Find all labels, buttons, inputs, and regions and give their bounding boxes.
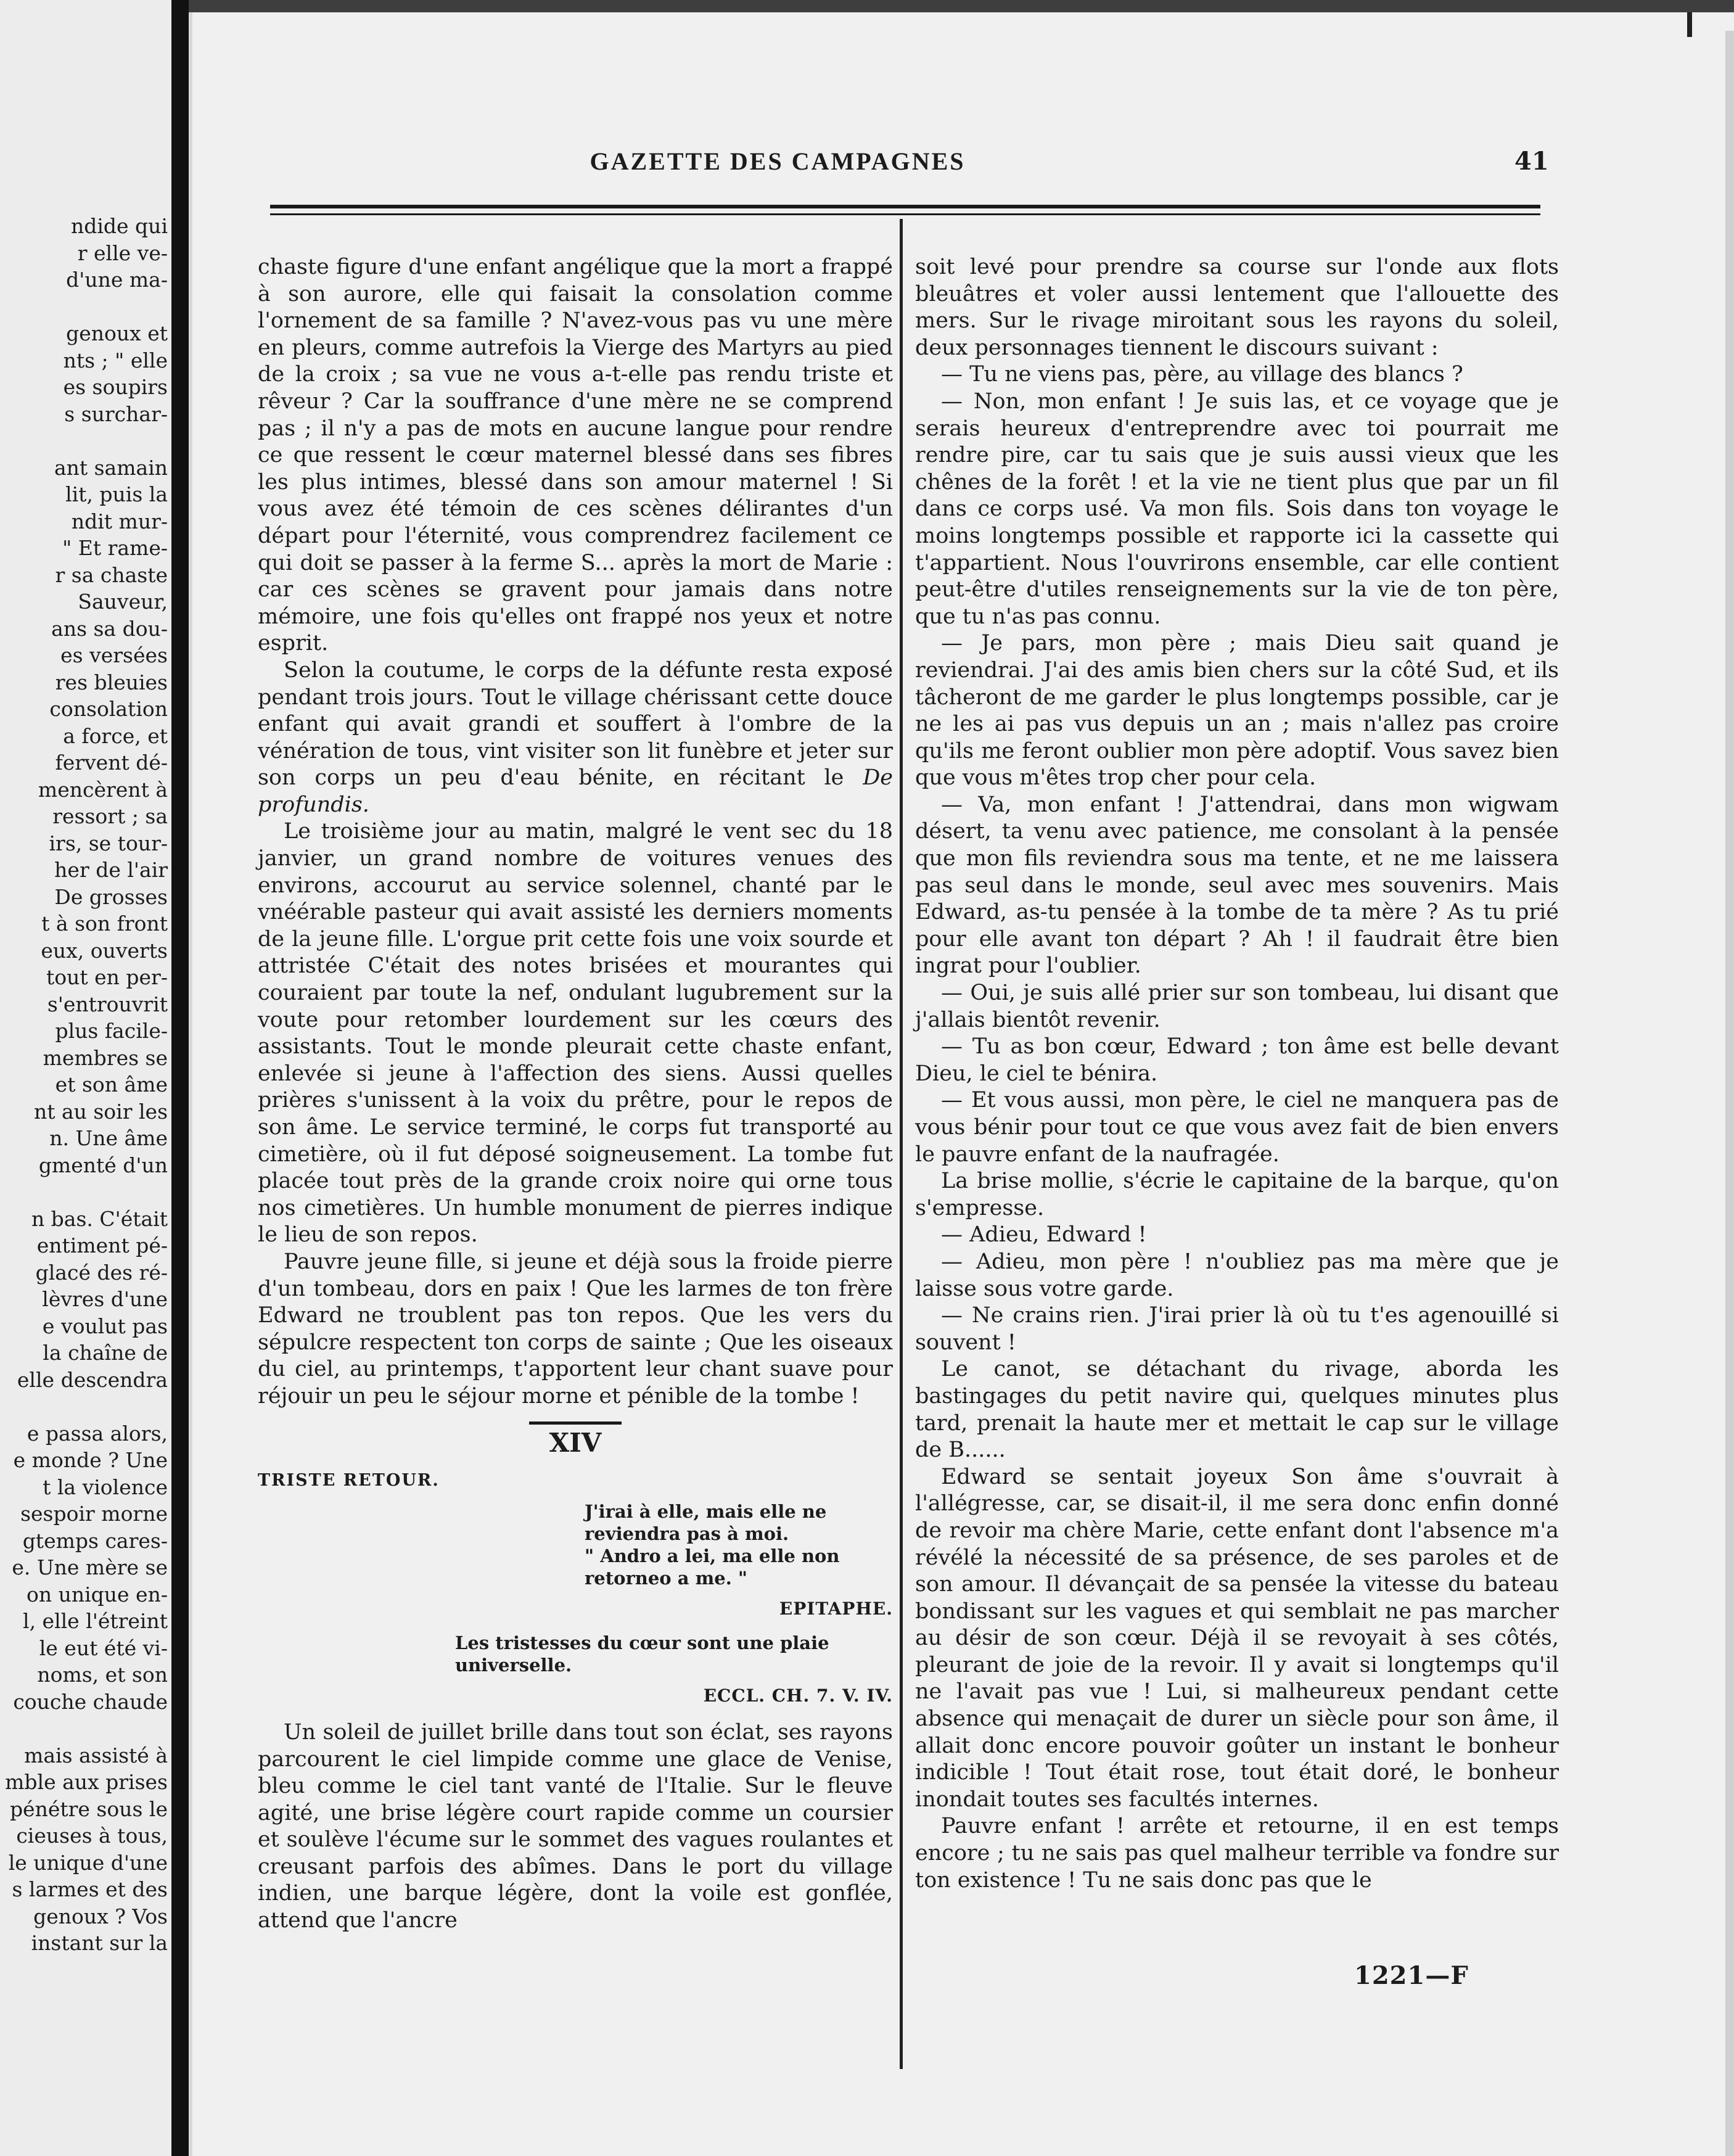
- page-number: 41: [1514, 147, 1549, 176]
- adjacent-page-line: eux, ouverts: [41, 938, 168, 963]
- paragraph: Pauvre jeune fille, si jeune et déjà sous la froide pierre d'un tombeau, dors en paix ! Que les larmes de ton frère Edward ne troublent pas ton repos. Que les vers du sépulcre respectent ton corps de sainte ; Que les oiseaux du ciel, au printemps, t'apportent leur chant suave pour réjouir un peu le séjour morne et pénible de la tombe !: [258, 1249, 893, 1409]
- epigraph-2: Les tristesses du cœur sont une plaie universelle.: [455, 1632, 829, 1676]
- adjacent-page-line: s'entrouvrit: [47, 992, 168, 1016]
- adjacent-page-line: on unique en-: [26, 1582, 168, 1607]
- adjacent-page-line: a force, et: [63, 723, 168, 748]
- paragraph: — Tu ne viens pas, père, au village des blancs ?: [941, 362, 1463, 387]
- epigraph-1-line-2: " Andro a lei, ma elle non retorneo a me. ": [585, 1545, 840, 1589]
- adjacent-page-line: [0, 427, 171, 455]
- left-column: [258, 254, 893, 1935]
- header-rule-thin: [270, 213, 1540, 215]
- adjacent-page-line: mencèrent à: [38, 777, 168, 802]
- adjacent-page-line: mais assisté à: [24, 1743, 168, 1767]
- adjacent-page-line: [0, 1179, 171, 1206]
- adjacent-page-line: ant samain: [54, 455, 168, 480]
- adjacent-page-line: et son âme: [55, 1072, 168, 1097]
- adjacent-page-line: s surchar-: [64, 401, 168, 426]
- adjacent-page-line: fervent dé-: [55, 751, 168, 775]
- adjacent-page-line: nt au soir les: [33, 1099, 168, 1124]
- paragraph: Un soleil de juillet brille dans tout son éclat, ses rayons parcourent le ciel limpide comme une glace de Venise, bleu comme le ciel tant vanté de l'Italie. Sur le fleuve agité, une brise légère court rapide comme un coursier et soulève l'écume sur le sommet des vagues roulantes et creusant parfois des abîmes. Dans le port du village indien, une barque légère, dont la voile est gonflée, attend que l'ancre: [258, 1719, 893, 1933]
- paragraph: — Adieu, mon père ! n'oubliez pas ma mère que je laisse sous votre garde.: [915, 1249, 1559, 1301]
- paragraph: Edward se sentait joyeux Son âme s'ouvrait à l'allégresse, car, se disait-il, il me sera donc enfin donné de revoir ma chère Marie, cette enfant dont l'absence m'a révélé la nécessité de sa présence, de ses paroles et de son amour. Il dévançait de sa pensée la vitesse du bateau bondissant sur les vagues et qui semblait ne pas marcher au désir de son cœur. Déjà il se revoyait à ses côtés, pleurant de joie de la revoir. Il y avait si longtemps qu'il ne l'avait pas vue ! Lui, si malheureux pendant cette absence qui menaçait de durer un siècle pour son âme, il allait donc encore pouvoir goûter un instant le bonheur indicible ! Tout était rose, tout était doré, le bonheur inondait toutes ses facultés internes.: [915, 1464, 1559, 1812]
- paragraph: — Oui, je suis allé prier sur son tombeau, lui disant que j'allais bientôt revenir.: [915, 981, 1559, 1032]
- adjacent-page-line: e. Une mère se: [12, 1555, 168, 1579]
- paragraph: — Ne crains rien. J'irai prier là où tu t'es agenouillé si souvent !: [915, 1303, 1559, 1355]
- adjacent-page-line: irs, se tour-: [49, 831, 168, 855]
- adjacent-page-line: t la violence: [43, 1475, 168, 1499]
- column-divider: [900, 219, 903, 2069]
- adjacent-page-line: genoux ? Vos: [33, 1904, 168, 1928]
- adjacent-page-line: membres se: [43, 1045, 168, 1070]
- right-edge-shadow: [1725, 31, 1734, 2156]
- adjacent-page-line: le unique d'une: [8, 1850, 168, 1875]
- adjacent-page-line: plus facile-: [55, 1019, 168, 1043]
- adjacent-page-line: ans sa dou-: [51, 616, 168, 641]
- printer-mark: 1221—F: [1354, 1961, 1469, 1990]
- epigraph-1: [585, 1500, 893, 1589]
- newspaper-page: [189, 12, 1734, 2156]
- adjacent-page-line: e monde ? Une: [13, 1448, 168, 1472]
- adjacent-page-line: e voulut pas: [42, 1314, 168, 1338]
- chapter-number: XIV: [549, 1427, 602, 1458]
- paragraph: Pauvre enfant ! arrête et retourne, il en est temps encore ; tu ne sais pas quel malheur terrible va fondre sur ton existence ! Tu ne sais donc pas que le: [915, 1814, 1559, 1893]
- epigraph-1-line-1: J'irai à elle, mais elle ne reviendra pas à moi.: [585, 1500, 827, 1544]
- adjacent-page-line: [0, 1715, 171, 1742]
- paragraph: La brise mollie, s'écrie le capitaine de la barque, qu'on s'empresse.: [915, 1169, 1559, 1220]
- adjacent-page-line: l, elle l'étreint: [23, 1609, 168, 1633]
- adjacent-page-line: couche chaude: [13, 1689, 168, 1714]
- adjacent-page-line: e passa alors,: [27, 1421, 168, 1446]
- adjacent-page-line: her de l'air: [54, 858, 168, 882]
- adjacent-page-line: r elle ve-: [77, 241, 168, 265]
- paragraph: — Va, mon enfant ! J'attendrai, dans mon wigwam désert, ta venu avec patience, me consolant à la pensée que mon fils reviendra sous ma tente, et ne me laissera pas seul dans le monde, seul avec mes souvenirs. Mais Edward, as-tu pensée à la tombe de ta mère ? As tu prié pour elle avant ton départ ? Ah ! il faudrait être bien ingrat pour l'oublier.: [915, 792, 1559, 979]
- adjacent-page-line: es versées: [60, 643, 168, 667]
- adjacent-page-line: ndide qui: [70, 214, 168, 238]
- chapter-subtitle: TRISTE RETOUR.: [258, 1471, 440, 1491]
- adjacent-page-line: consolation: [49, 697, 168, 721]
- adjacent-page-line: [0, 1393, 171, 1420]
- adjacent-page-line: glacé des ré-: [35, 1260, 168, 1285]
- adjacent-page-line: d'une ma-: [66, 268, 168, 292]
- paragraph: — Je pars, mon père ; mais Dieu sait quand je reviendrai. J'ai des amis bien chers sur la côté Sud, et ils tâcheront de me garder le plus longtemps possible, car je ne les ai pas vus depuis un an ; mais n'allez pas croire qu'ils me feront oublier mon père adoptif. Vous savez bien que vous m'êtes trop cher pour cela.: [915, 631, 1559, 791]
- adjacent-page-line: lèvres d'une: [42, 1287, 168, 1311]
- chapter-heading: [258, 1422, 893, 1710]
- adjacent-page-line: n. Une âme: [49, 1126, 168, 1150]
- adjacent-page-line: genoux et: [66, 321, 168, 345]
- paragraph: — Adieu, Edward !: [941, 1222, 1147, 1248]
- paragraph-text: Selon la coutume, le corps de la défunte resta exposé pendant trois jours. Tout le village chérissant cette douce enfant qui avait grandi et souffert à l'ombre de la vénération de tous, vint visiter son lit funèbre et jeter sur son corps un peu d'eau bénite, en récitant le: [258, 657, 893, 791]
- adjacent-page-line: t à son front: [41, 911, 168, 936]
- top-edge-mark: [1687, 12, 1692, 37]
- header-rule-thick: [270, 205, 1540, 208]
- adjacent-page-line: tout en per-: [46, 965, 168, 989]
- adjacent-page-line: s larmes et des: [12, 1877, 168, 1901]
- adjacent-page-line: la chaîne de: [43, 1341, 168, 1365]
- paragraph: Le canot, se détachant du rivage, aborda les bastingages du petit navire qui, quelques minutes plus tard, prenait la haute mer et mettait le cap sur le village de B......: [915, 1357, 1559, 1463]
- adjacent-page-line: nts ; " elle: [63, 348, 168, 372]
- adjacent-page-line: r sa chaste: [55, 562, 168, 587]
- adjacent-page-line: gtemps cares-: [22, 1528, 168, 1553]
- adjacent-page-line: res bleuies: [55, 670, 168, 694]
- adjacent-page-line: cieuses à tous,: [16, 1824, 168, 1848]
- chapter-rule: [529, 1422, 622, 1425]
- epigraph-1-source: EPITAPHE.: [779, 1598, 893, 1619]
- adjacent-page-line: n bas. C'était: [31, 1206, 168, 1231]
- adjacent-page-line: ndit mur-: [71, 509, 168, 533]
- paragraph: — Non, mon enfant ! Je suis las, et ce voyage que je serais heureux d'entreprendre avec toi pourrait me rendre pire, car tu sais que je suis aussi vieux que les chênes de la forêt ! et la vie ne tient plus que par un fil dans ce corps usé. Va mon fils. Sois dans ton voyage le moins longtemps possible et rapporte ici la cassette qui t'appartient. Nous l'ouvrirons ensemble, car elle contient peut-être d'utiles renseignements sur la vie de ton père, que tu n'as pas connu.: [915, 389, 1559, 629]
- paragraph: chaste figure d'une enfant angélique que la mort a frappé à son aurore, elle qui faisait la consolation comme l'ornement de sa famille ? N'avez-vous pas vu une mère en pleurs, comme autrefois la Vierge des Martyrs au pied de la croix ; sa vue ne vous a-t-elle pas rendu triste et rêveur ? Car la souffrance d'une mère ne se comprend pas ; il n'y a pas de mots en aucune langue pour rendre ce que ressent le cœur maternel blessé dans ses fibres les plus intimes, blessé dans son amour maternel ! Si vous avez été témoin de ces scènes délirantes d'un départ pour l'éternité, vous comprendrez facilement ce qui doit se passer à la ferme S... après la mort de Marie : car ces scènes se gravent pour jamais dans notre mémoire, une fois qu'elles ont frappé nos yeux et notre esprit.: [258, 255, 893, 656]
- adjacent-page-line: elle descendra: [17, 1367, 168, 1392]
- adjacent-page-line: mble aux prises: [5, 1770, 168, 1794]
- paragraph: [258, 657, 893, 819]
- paragraph: Le troisième jour au matin, malgré le vent sec du 18 janvier, un grand nombre de voitures venues des environs, accourut au service solennel, chanté par le vnéérable pasteur qui avait assisté les derniers moments de la jeune fille. L'orgue prit cette fois une voix sourde et attristée C'était des notes brisées et mourantes qui couraient par toute la nef, ondulant lugubrement sur la voute pour retomber lourdement sur les cœurs des assistants. Tout le monde pleurait cette chaste enfant, enlevée si jeune à l'affection des siens. Aussi quelles prières s'unissent à la voix du prêtre, pour le repos de son âme. Le service terminé, le corps fut transporté au cimetière, où il fut déposé soigneusement. La tombe fut placée tout près de la grande croix noire qui orne tous nos cimetières. Un humble monument de pierres indique le lieu de son repos.: [258, 819, 893, 1248]
- adjacent-page-line: Sauveur,: [78, 590, 168, 614]
- adjacent-page-line: " Et rame-: [62, 536, 168, 560]
- adjacent-page-text: [0, 213, 171, 1957]
- paragraph: — Et vous aussi, mon père, le ciel ne manquera pas de vous bénir pour tout ce que vous avez fait de bien envers le pauvre enfant de la naufragée.: [915, 1088, 1559, 1167]
- page-header-title: GAZETTE DES CAMPAGNES: [590, 147, 966, 175]
- adjacent-page-line: ressort ; sa: [52, 804, 168, 828]
- paragraph: soit levé pour prendre sa course sur l'onde aux flots bleuâtres et voler aussi lentement que l'allouette des mers. Sur le rivage miroitant sous les rayons du soleil, deux personnages tiennent le discours suivant :: [915, 255, 1559, 360]
- adjacent-page-line: le eut été vi-: [39, 1636, 168, 1660]
- paragraph: — Tu as bon cœur, Edward ; ton âme est belle devant Dieu, le ciel te bénira.: [915, 1034, 1559, 1086]
- adjacent-page-line: lit, puis la: [65, 482, 168, 506]
- adjacent-page-line: De grosses: [54, 884, 168, 909]
- epigraph-2-source: ECCL. CH. 7. V. IV.: [703, 1685, 893, 1706]
- adjacent-page-line: es soupirs: [63, 375, 168, 399]
- adjacent-page-line: instant sur la: [31, 1931, 168, 1955]
- adjacent-page-line: [0, 294, 171, 321]
- adjacent-page-line: sespoir morne: [20, 1502, 168, 1526]
- adjacent-page-line: entiment pé-: [36, 1233, 168, 1257]
- adjacent-page-line: noms, et son: [37, 1663, 168, 1687]
- adjacent-page-strip: [0, 0, 171, 2156]
- right-column: [915, 254, 1559, 1894]
- adjacent-page-line: pénétre sous le: [9, 1796, 168, 1821]
- page-gutter: [171, 0, 189, 2156]
- italic-phrase: De profundis.: [258, 765, 893, 817]
- adjacent-page-line: gmenté d'un: [38, 1153, 168, 1177]
